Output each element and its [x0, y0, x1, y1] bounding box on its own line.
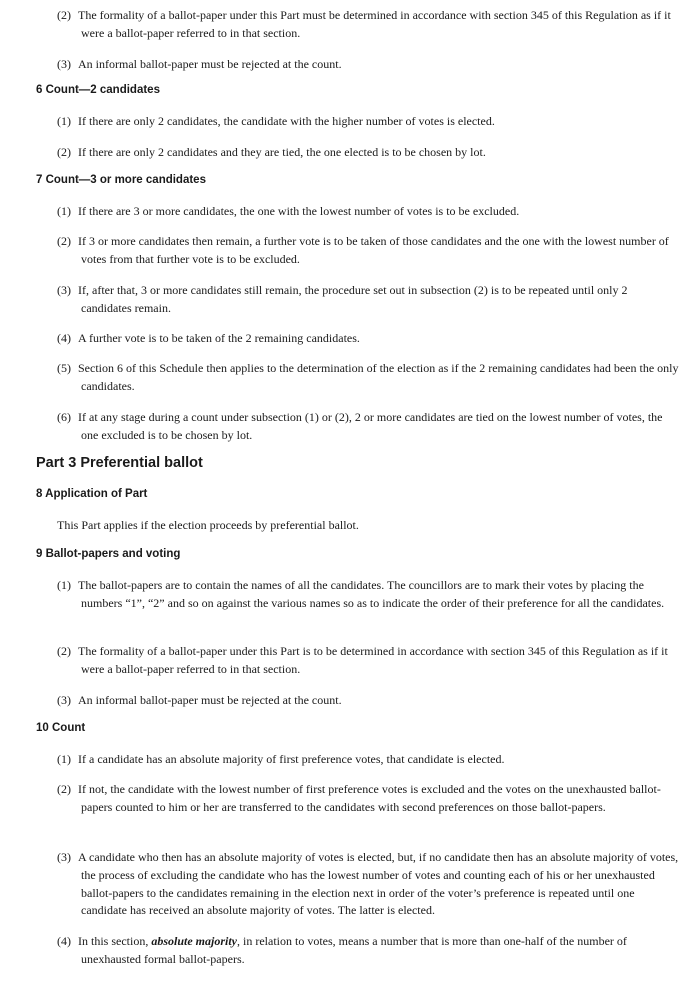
subsection-text: A candidate who then has an absolute majority of votes is elected, but, if no candidate then has an absolute majority of votes, the process of excluding the candidate who has the lowest number of votes and counting each of his or her unexhausted ballot-papers to the candidates remaining in the election next in order of the voter’s preference is repeated until one candidate has received an absolute majority of votes. The latter is elected.	[78, 850, 679, 918]
subsection-number: (3)	[57, 57, 71, 71]
subsection-text: If, after that, 3 or more candidates still remain, the procedure set out in subsection (2) is to be repeated until only 2 candidates remain.	[78, 283, 628, 315]
subsection-text: An informal ballot-paper must be rejected at the count.	[78, 57, 342, 71]
subsection-text: Section 6 of this Schedule then applies to the determination of the election as if the 2 remaining candidates had been the only candidates.	[78, 361, 679, 393]
subsection-number: (2)	[57, 234, 71, 248]
s6-subsection-2	[57, 144, 681, 162]
subsection-number: (4)	[57, 934, 71, 948]
defined-term: absolute majority	[151, 934, 237, 948]
s8-text: This Part applies if the election proceeds by preferential ballot.	[57, 518, 359, 532]
subsection-3	[57, 56, 681, 74]
subsection-number: (5)	[57, 361, 71, 375]
subsection-2	[57, 7, 681, 43]
subsection-text-before: In this section,	[78, 934, 149, 948]
part-3-heading: Part 3 Preferential ballot	[36, 455, 203, 471]
subsection-text: If a candidate has an absolute majority of first preference votes, that candidate is elected.	[78, 752, 505, 766]
subsection-text: If not, the candidate with the lowest number of first preference votes is excluded and the votes on the unexhausted ballot-papers counted to him or her are transferred to the candidates with second preferences on those ballot-papers.	[78, 782, 661, 814]
s9-subsection-3	[57, 692, 681, 710]
subsection-text: If there are only 2 candidates, the candidate with the higher number of votes is elected.	[78, 114, 495, 128]
s7-subsection-5	[57, 360, 681, 396]
s7-subsection-2	[57, 233, 681, 269]
subsection-text: The ballot-papers are to contain the names of all the candidates. The councillors are to mark their votes by placing the numbers “1”, “2” and so on against the various names so as to indicate the order of their preference for all the candidates.	[78, 578, 665, 610]
subsection-number: (1)	[57, 578, 71, 592]
s9-subsection-1	[57, 577, 681, 613]
subsection-text: The formality of a ballot-paper under this Part is to be determined in accordance with section 345 of this Regulation as if it were a ballot-paper referred to in that section.	[78, 644, 668, 676]
subsection-number: (1)	[57, 204, 71, 218]
subsection-number: (1)	[57, 752, 71, 766]
s10-subsection-1	[57, 751, 681, 769]
s7-subsection-1	[57, 203, 681, 221]
s6-subsection-1	[57, 113, 681, 131]
subsection-number: (3)	[57, 693, 71, 707]
subsection-number: (2)	[57, 644, 71, 658]
s9-subsection-2	[57, 643, 681, 679]
subsection-text-after: , in relation to votes, means a number that is more than one-half of the number of unexhausted formal ballot-papers.	[81, 934, 627, 966]
section-6-heading: 6 Count—2 candidates	[36, 84, 160, 96]
subsection-text: A further vote is to be taken of the 2 remaining candidates.	[78, 331, 360, 345]
subsection-text: The formality of a ballot-paper under this Part must be determined in accordance with section 345 of this Regulation as if it were a ballot-paper referred to in that section.	[78, 8, 671, 40]
subsection-number: (4)	[57, 331, 71, 345]
subsection-number: (6)	[57, 410, 71, 424]
s10-subsection-4	[57, 933, 681, 969]
section-10-heading: 10 Count	[36, 722, 86, 734]
subsection-number: (2)	[57, 782, 71, 796]
s7-subsection-4	[57, 330, 681, 348]
subsection-number: (1)	[57, 114, 71, 128]
subsection-text: If there are only 2 candidates and they are tied, the one elected is to be chosen by lot.	[78, 145, 486, 159]
subsection-text: If at any stage during a count under subsection (1) or (2), 2 or more candidates are tied on the lowest number of votes, the one excluded is to be chosen by lot.	[78, 410, 663, 442]
subsection-number: (2)	[57, 8, 71, 22]
s10-subsection-2	[57, 781, 681, 817]
subsection-number: (3)	[57, 283, 71, 297]
subsection-number: (2)	[57, 145, 71, 159]
subsection-text: If there are 3 or more candidates, the one with the lowest number of votes is to be excluded.	[78, 204, 520, 218]
section-9-heading: 9 Ballot-papers and voting	[36, 548, 181, 560]
section-8-heading: 8 Application of Part	[36, 488, 148, 500]
subsection-text: An informal ballot-paper must be rejected at the count.	[78, 693, 342, 707]
s7-subsection-3	[57, 282, 681, 318]
subsection-number: (3)	[57, 850, 71, 864]
section-7-heading: 7 Count—3 or more candidates	[36, 174, 206, 186]
subsection-text: If 3 or more candidates then remain, a further vote is to be taken of those candidates and the one with the lowest number of votes from that further vote is to be excluded.	[78, 234, 669, 266]
s10-subsection-3	[57, 849, 681, 920]
s7-subsection-6	[57, 409, 681, 445]
